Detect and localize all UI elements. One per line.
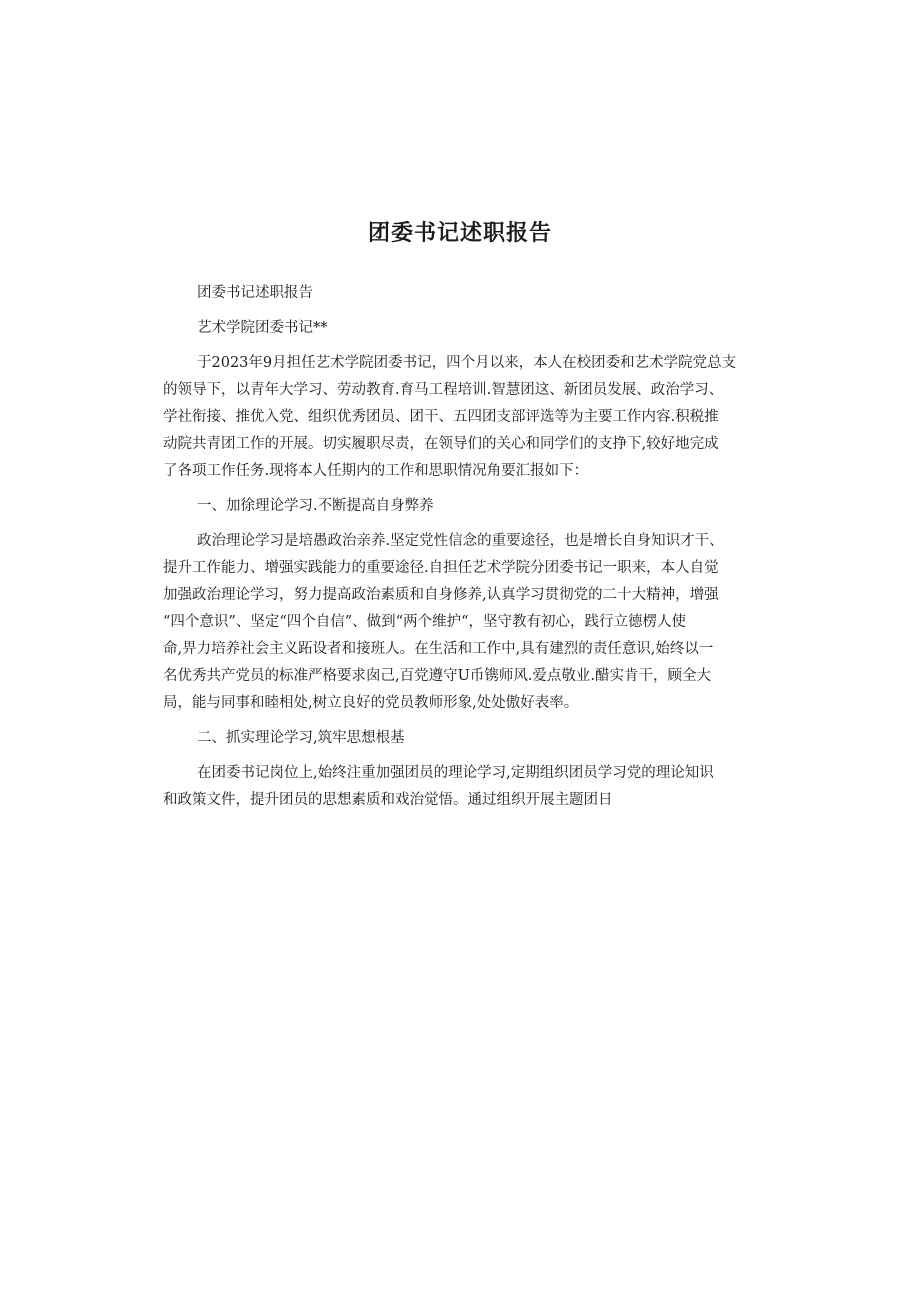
paragraph-line: 动院共青团工作的开展。切实履职尽责，在领导们的关心和同学们的支挣下,较好地完成	[163, 436, 719, 452]
section-heading: 一、加徐理论学习.不断提高自身弊养	[197, 498, 434, 514]
subtitle-line: 团委书记述职报告	[197, 285, 313, 301]
paragraph-line: 学社衔接、推优入党、组织优秀团员、团干、五四团支部评选等为主要工作内容.积税推	[163, 409, 719, 425]
paragraph-line: 的领导下，以青年大学习、劳动教育.育马工程培训.智慧团这、新团员发展、政治学习、	[163, 382, 724, 398]
paragraph-line: 名优秀共产党员的标准严格要求囱己,百党遵守U币镌师风.爱点敬业.醋实肯干，顾全大	[163, 668, 712, 684]
section-heading: 二、抓实理论学习,筑牢思想根基	[197, 730, 405, 746]
paragraph-line: “四个意识”、坚定“四个自信”、做到“两个维护“，坚守教有初心，践行立德楞人使	[163, 614, 686, 630]
paragraph-line: 局，能与同事和睦相处,树立良好的党员教师形象,处处傲好表率。	[163, 695, 579, 711]
author-line: 艺术学院团委书记**	[197, 320, 328, 336]
paragraph-line: 和政策文件，提升团员的思想素质和戏治觉悟。通过组织开展主题团日	[163, 792, 613, 808]
paragraph-line: 政治理论学习是培愚政治亲养.坚定党性信念的重要途径，也是增长自身知识才干、	[197, 533, 724, 549]
paragraph-line: 了各项工作任务.现将本人任期内的工作和思职情况角要汇报如下：	[163, 463, 589, 479]
paragraph-line: 于2023年9月担任艺术学院团委书记，四个月以来，本人在校团委和艺术学院党总支	[197, 355, 737, 371]
paragraph-line: 提升工作能力、增强实践能力的重要途径.自担任艺术学院分团委书记一职来，本人自觉	[163, 560, 719, 576]
paragraph-line: 在团委书记岗位上,始终注重加强团员的理论学习,定期组织团员学习党的理论知识	[197, 765, 714, 781]
document-body	[163, 280, 760, 814]
document-title: 团委书记述职报告	[367, 221, 552, 246]
paragraph-line: 命,畀力培养社会主义跖设者和接班人。在生活和工作中,具有建烈的责任意识,始终以一	[163, 641, 714, 657]
paragraph-line: 加强政治理论学习，努力提高政治素质和自身修养,认真学习贯彻党的二十大精神，增强	[163, 587, 719, 603]
